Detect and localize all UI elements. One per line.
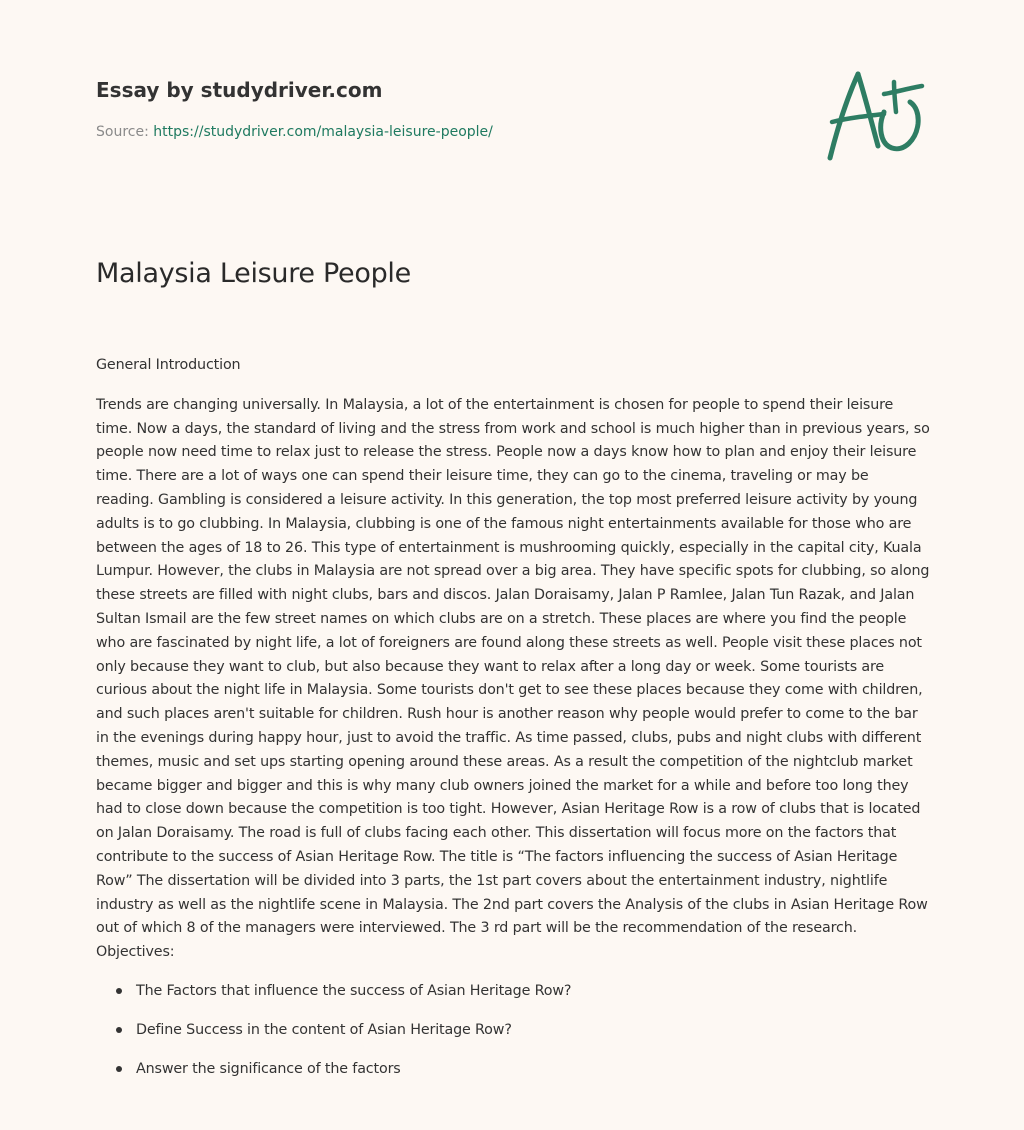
document-title: Malaysia Leisure People [96,258,411,289]
objectives-list [96,979,930,1081]
bullet-icon [116,1027,122,1033]
source-link[interactable]: https://studydriver.com/malaysia-leisure-people/ [153,124,493,140]
objective-text: The Factors that influence the success of Asian Heritage Row? [136,982,572,999]
list-item [96,1018,930,1042]
page-header [96,76,796,142]
objective-text: Define Success in the content of Asian Heritage Row? [136,1021,512,1038]
body-paragraph: Trends are changing universally. In Malaysia, a lot of the entertainment is chosen for people to spend their leisure time. Now a days, the standard of living and the stress from work and school is much higher than in previous years, so people now need time to relax just to release the stress. People now a days know how to plan and enjoy their leisure time. There are a lot of ways one can spend their leisure time, they can go to the cinema, traveling or may be reading. Gambling is considered a leisure activity. In this generation, the top most preferred leisure activity by young adults is to go clubbing. In Malaysia, clubbing is one of the famous night entertainments available for those who are between the ages of 18 to 26. This type of entertainment is mushrooming quickly, especially in the capital city, Kuala Lumpur. However, the clubs in Malaysia are not spread over a big area. They have specific spots for clubbing, so along these streets are filled with night clubs, bars and discos. Jalan Doraisamy, Jalan P Ramlee, Jalan Tun Razak, and Jalan Sultan Ismail are the few street names on which clubs are on a stretch. These places are where you find the people who are fascinated by night life, a lot of foreigners are found along these streets as well. People visit these places not only because they want to club, but also because they want to relax after a long day or week. Some tourists are curious about the night life in Malaysia. Some tourists don't get to see these places because they come with children, and such places aren't suitable for children. Rush hour is another reason why people would prefer to come to the bar in the evenings during happy hour, just to avoid the traffic. As time passed, clubs, pubs and night clubs with different themes, music and set ups starting opening around these areas. As a result the competition of the nightclub market became bigger and bigger and this is why many club owners joined the market for a while and before too long they had to close down because the competition is too tight. However, Asian Heritage Row is a row of clubs that is located on Jalan Doraisamy. The road is full of clubs facing each other. This dissertation will focus more on the factors that contribute to the success of Asian Heritage Row. The title is “The factors influencing the success of Asian Heritage Row” The dissertation will be divided into 3 parts, the 1st part covers about the entertainment industry, nightlife industry as well as the nightlife scene in Malaysia. The 2nd part covers the Analysis of the clubs in Asian Heritage Row out of which 8 of the managers were interviewed. The 3 rd part will be the recommendation of the research. Objectives: [96,396,930,961]
list-item [96,979,930,1003]
section-heading: General Introduction [96,357,241,373]
essay-content [96,354,930,1096]
bullet-icon [116,1066,122,1072]
source-line [96,122,796,142]
bullet-icon [116,988,122,994]
source-label: Source: [96,124,154,140]
list-item [96,1057,930,1081]
site-title: Essay by studydriver.com [96,78,383,102]
objective-text: Answer the significance of the factors [136,1060,401,1077]
a-plus-logo-icon [822,66,928,166]
